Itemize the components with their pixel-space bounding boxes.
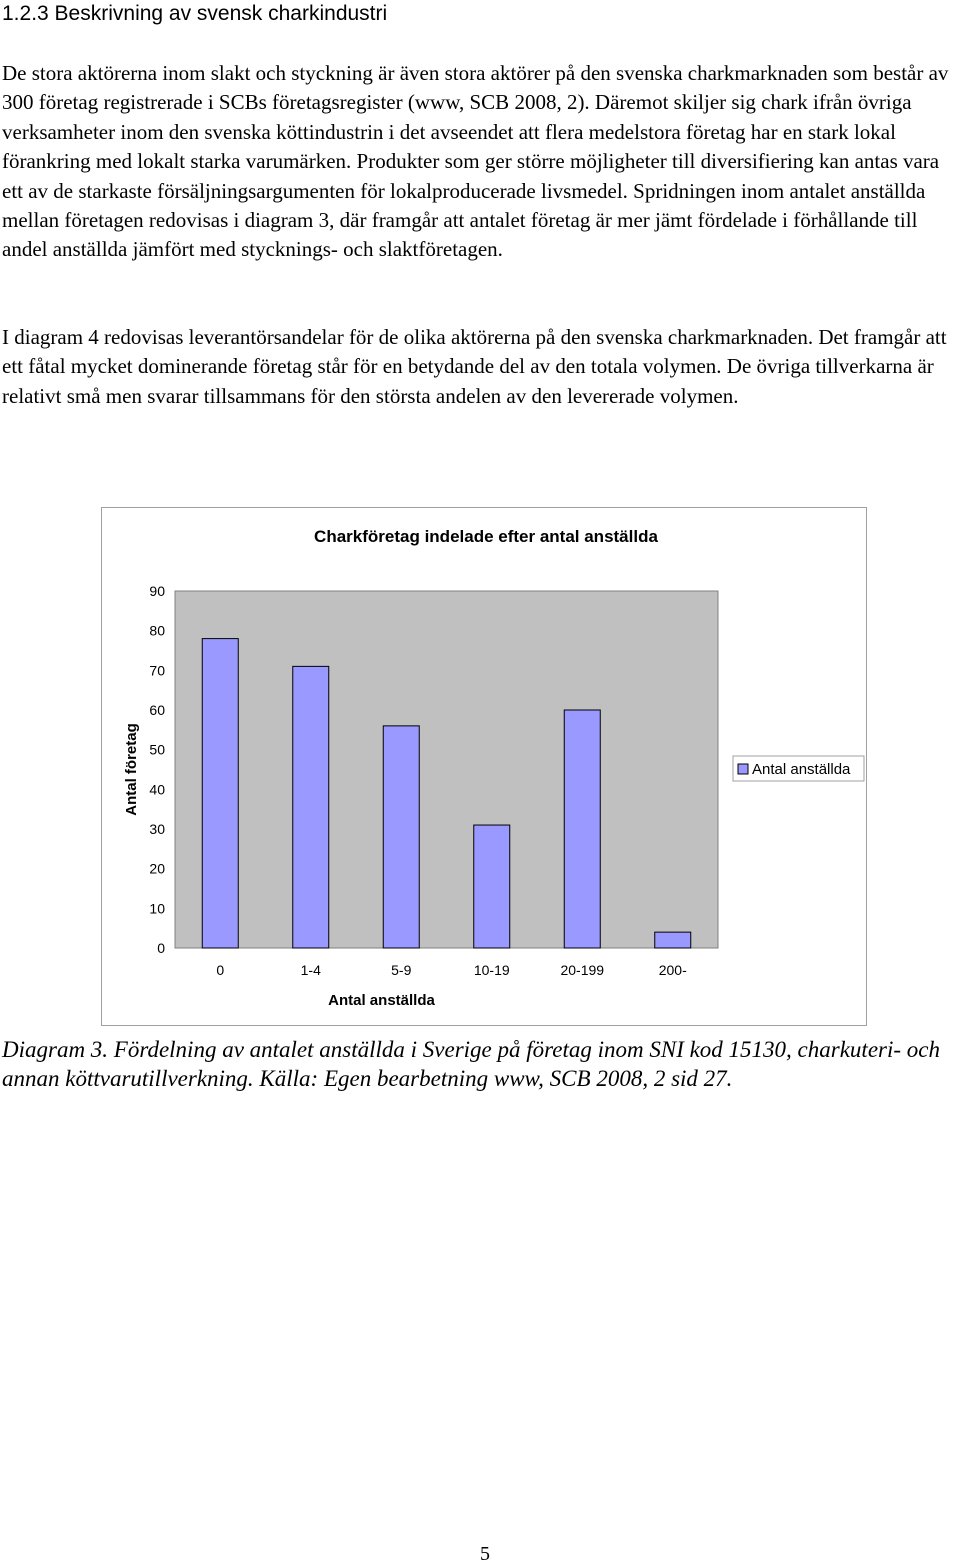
bar <box>202 639 238 948</box>
legend-label: Antal anställda <box>752 761 851 778</box>
x-tick-label: 1-4 <box>300 962 321 978</box>
bar <box>564 710 600 948</box>
y-tick-label: 60 <box>149 702 165 718</box>
bar-chart <box>102 508 868 1027</box>
y-tick-label: 50 <box>149 741 165 758</box>
page-number: 5 <box>480 1543 490 1565</box>
legend-swatch <box>738 764 748 774</box>
bar <box>655 932 691 948</box>
x-tick-label: 5-9 <box>391 962 412 978</box>
body-paragraph-1: De stora aktörerna inom slakt och styckning är även stora aktörer på den svenska charkmarknaden som består av 300 företag registrerade i SCBs företagsregister (www, SCB 2008, 2). Däremot skiljer sig chark ifrån övriga verksamheter inom den svenska köttindustrin i det avseendet att flera medelstora företag har en stark lokal förankring med lokalt starka varumärken. Produkter som ger större möjligheter till diversifiering kan antas vara ett av de starkaste försäljningsargumenten för lokalproducerade livsmedel. Spridningen inom antalet anställda mellan företagen redovisas i diagram 3, där framgår att antalet företag är mer jämt fördelade i förhållande till andel anställda jämfört med stycknings- och slaktföretagen. <box>2 61 949 262</box>
bar <box>293 666 329 948</box>
x-tick-label: 200- <box>658 962 687 978</box>
y-tick-label: 70 <box>149 662 165 679</box>
y-tick-label: 10 <box>149 900 165 917</box>
x-axis-label: Antal anställda <box>328 992 435 1009</box>
bar <box>474 825 510 948</box>
body-paragraph-2: I diagram 4 redovisas leverantörsandelar för de olika aktörerna på den svenska charkmarknaden. Det framgår att ett fåtal mycket dominerande företag står för en betydande del av den totala volymen. De övriga tillverkarna är relativt små men svarar tillsammans för den största andelen av den levererade volymen. <box>2 325 947 408</box>
y-tick-label: 30 <box>149 821 165 837</box>
figure-caption: Diagram 3. Fördelning av antalet anställda i Sverige på företag inom SNI kod 15130, charkuteri- och annan köttvarutillverkning. Källa: Egen bearbetning www, SCB 2008, 2 sid 27. <box>2 1037 940 1091</box>
chart-frame <box>101 507 867 1026</box>
y-tick-label: 0 <box>157 940 165 956</box>
y-tick-label: 80 <box>149 622 165 639</box>
x-tick-label: 10-19 <box>473 962 510 978</box>
y-tick-label: 90 <box>149 583 165 599</box>
y-tick-label: 20 <box>149 860 165 877</box>
y-tick-label: 40 <box>149 781 165 798</box>
y-axis-label: Antal företag <box>123 723 140 816</box>
x-tick-label: 20-199 <box>560 962 605 978</box>
chart-title: Charkföretag indelade efter antal anställda <box>314 527 658 546</box>
plot-area <box>175 591 718 948</box>
x-tick-label: 0 <box>216 962 225 978</box>
section-heading: 1.2.3 Beskrivning av svensk charkindustri <box>2 2 388 25</box>
bar <box>383 726 419 948</box>
